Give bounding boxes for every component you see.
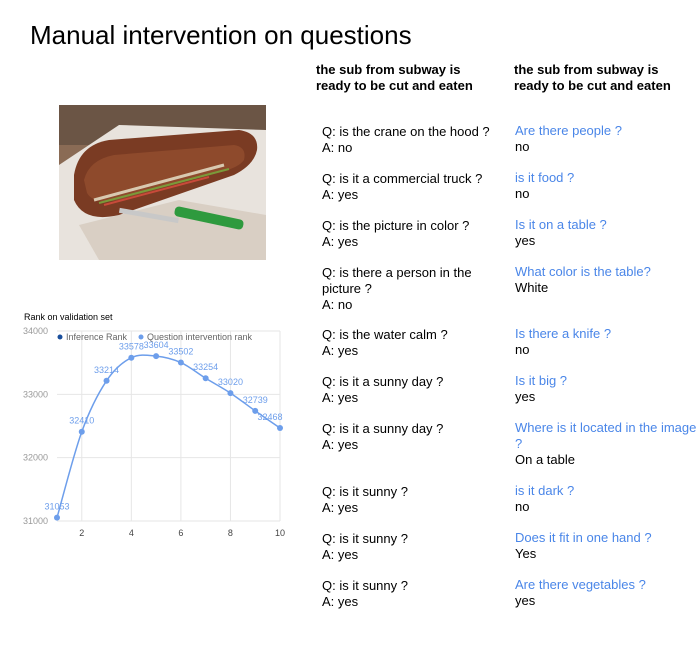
question-text: Is it on a table ? xyxy=(515,217,607,232)
legend-inference-marker xyxy=(58,335,63,340)
data-point xyxy=(203,375,209,381)
question-text: Q: is there a person in the picture ? xyxy=(322,265,472,296)
answer-text: A: no xyxy=(322,297,353,312)
qa-item xyxy=(515,123,700,155)
question-text: Where is it located in the image ? xyxy=(515,420,697,451)
qa-item xyxy=(515,577,700,609)
data-point xyxy=(54,515,60,521)
rank-chart xyxy=(0,306,300,546)
data-label: 33578 xyxy=(118,341,144,352)
answer-text: yes xyxy=(515,593,536,608)
qa-item xyxy=(515,373,700,405)
y-tick-label: 33000 xyxy=(22,389,48,400)
answer-text: A: yes xyxy=(322,390,359,405)
data-point xyxy=(79,429,85,435)
answer-text: On a table xyxy=(515,452,575,467)
left-column-header: the sub from subway is ready to be cut and eaten xyxy=(316,62,473,93)
qa-item xyxy=(322,327,507,359)
qa-item xyxy=(322,421,507,453)
y-tick-label: 34000 xyxy=(22,326,48,336)
data-label: 32739 xyxy=(242,394,268,405)
question-text: Q: is the water calm ? xyxy=(322,327,448,342)
qa-item xyxy=(515,530,700,562)
question-text: Q: is it sunny ? xyxy=(322,578,408,593)
data-point xyxy=(128,355,134,361)
answer-text: A: yes xyxy=(322,500,359,515)
question-text: Is it big ? xyxy=(515,373,568,388)
page-title: Manual intervention on questions xyxy=(30,20,412,50)
qa-item xyxy=(322,374,507,406)
data-label: 33020 xyxy=(217,377,243,388)
answer-text: no xyxy=(515,499,530,514)
question-text: Is there a knife ? xyxy=(515,326,612,341)
x-tick-label: 8 xyxy=(227,528,233,538)
question-text: Q: is it a commercial truck ? xyxy=(322,171,483,186)
qa-item xyxy=(322,531,507,563)
answer-text: A: yes xyxy=(322,547,359,562)
qa-item xyxy=(322,265,507,313)
question-text: What color is the table? xyxy=(515,264,651,279)
x-tick-label: 4 xyxy=(128,528,134,538)
series-line-intervention xyxy=(57,355,283,518)
chart-title: Rank on validation set xyxy=(24,312,113,322)
answer-text: A: yes xyxy=(322,594,359,609)
qa-item xyxy=(515,483,700,515)
data-label: 33502 xyxy=(168,346,194,357)
data-point xyxy=(227,390,233,396)
answer-text: White xyxy=(515,280,549,295)
data-label: 33604 xyxy=(143,340,169,351)
qa-item xyxy=(322,124,507,156)
qa-item xyxy=(515,170,700,202)
x-tick-label: 2 xyxy=(79,528,85,538)
qa-item xyxy=(322,218,507,250)
question-text: Q: is it sunny ? xyxy=(322,484,408,499)
legend-inference-label: Inference Rank xyxy=(66,332,128,342)
y-tick-label: 31000 xyxy=(22,516,48,526)
answer-text: A: yes xyxy=(322,234,359,249)
data-label: 32410 xyxy=(69,415,95,426)
answer-text: A: yes xyxy=(322,437,359,452)
question-text: Q: is the picture in color ? xyxy=(322,218,470,233)
data-label: 33214 xyxy=(94,364,120,375)
sandwich-photo xyxy=(59,105,266,260)
question-text: Q: is the crane on the hood ? xyxy=(322,124,490,139)
answer-text: yes xyxy=(515,389,536,404)
question-text: Does it fit in one hand ? xyxy=(515,530,652,545)
data-label: 32468 xyxy=(257,412,283,423)
legend-intervention-marker xyxy=(139,335,144,340)
sandwich-photo-icon xyxy=(59,105,266,260)
answer-text: no xyxy=(515,342,530,357)
legend-intervention-label: Question intervention rank xyxy=(147,332,253,342)
question-text: Are there people ? xyxy=(515,123,622,138)
answer-text: Yes xyxy=(515,546,537,561)
qa-item xyxy=(515,326,700,358)
answer-text: A: yes xyxy=(322,187,359,202)
answer-text: no xyxy=(515,186,530,201)
question-text: is it dark ? xyxy=(515,483,575,498)
data-label: 31053 xyxy=(44,501,70,512)
qa-item xyxy=(322,484,507,516)
x-tick-label: 10 xyxy=(274,528,286,538)
question-text: Are there vegetables ? xyxy=(515,577,646,592)
qa-item xyxy=(322,578,507,610)
question-text: is it food ? xyxy=(515,170,575,185)
qa-item xyxy=(515,264,700,296)
x-tick-label: 6 xyxy=(178,528,184,538)
answer-text: A: no xyxy=(322,140,353,155)
question-text: Q: is it sunny ? xyxy=(322,531,408,546)
data-point xyxy=(178,360,184,366)
question-text: Q: is it a sunny day ? xyxy=(322,421,444,436)
data-point xyxy=(104,378,110,384)
qa-item xyxy=(515,420,700,468)
data-point xyxy=(277,425,283,431)
rank-line-chart xyxy=(0,306,300,546)
answer-text: yes xyxy=(515,233,536,248)
question-text: Q: is it a sunny day ? xyxy=(322,374,444,389)
answer-text: A: yes xyxy=(322,343,359,358)
data-point xyxy=(153,353,159,359)
y-tick-label: 32000 xyxy=(22,452,48,463)
right-column-header: the sub from subway is ready to be cut and eaten xyxy=(514,62,671,93)
qa-item xyxy=(322,171,507,203)
answer-text: no xyxy=(515,139,530,154)
data-label: 33254 xyxy=(193,362,219,373)
qa-item xyxy=(515,217,700,249)
